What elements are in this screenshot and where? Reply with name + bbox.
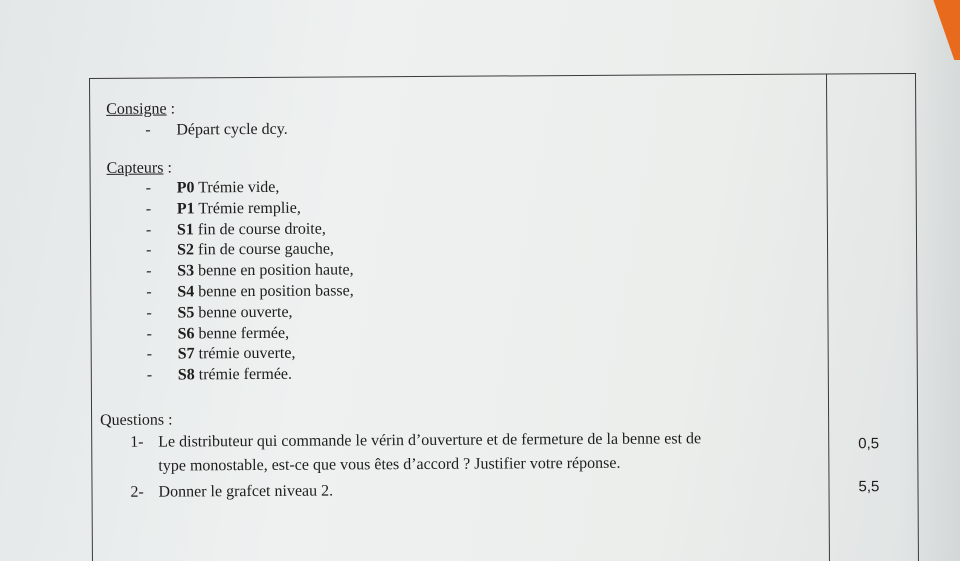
bullet-dash: - [146,242,152,260]
question-1-line-2: type monostable, est-ce que vous êtes d’accord ? Justifier votre réponse. [158,454,621,475]
capteur-text: fin de course droite, [193,220,326,238]
capteurs-title-suffix: : [163,159,172,177]
capteur-text: benne fermée, [194,324,290,342]
consigne-item [145,120,287,142]
capteur-item [146,219,354,241]
capteur-text: Trémie remplie, [194,199,301,218]
capteur-code: S6 [177,324,195,343]
capteur-text: benne ouverte, [194,303,293,322]
capteur-code: S2 [177,241,195,259]
bullet-dash: - [146,325,152,343]
capteur-text: trémie fermée. [194,365,293,384]
capteur-item [146,198,354,220]
bullet-dash: - [145,200,152,218]
question-1-line-1 [130,430,701,451]
question-2 [130,483,333,502]
question-2-score: 5,5 [858,478,880,496]
consigne-title: Consigne [106,100,167,118]
score-column-divider [826,74,830,561]
capteur-code: S1 [176,220,194,239]
exam-sheet-frame [89,73,919,561]
capteur-code: S8 [177,366,195,384]
capteur-item [146,177,354,199]
consigne-item-text: Départ cycle dcy. [176,120,288,139]
capteur-text: trémie ouverte, [194,345,296,363]
capteur-item [146,302,354,324]
bullet-dash: - [146,345,153,364]
bullet-dash: - [146,304,152,322]
question-number: 2- [130,483,144,501]
questions-heading: Questions : [100,411,173,429]
capteur-item [147,344,355,366]
capteur-text: benne en position basse, [194,282,354,301]
bullet-dash: - [145,221,152,239]
bullet-dash: - [145,179,152,197]
capteur-text: benne en position haute, [194,261,354,280]
capteur-code: S7 [177,345,195,363]
capteur-item [147,323,355,345]
question-1-score: 0,5 [858,435,880,453]
capteurs-title: Capteurs [106,159,164,177]
capteur-code: S4 [177,283,195,301]
question-text: Donner le grafcet niveau 2. [158,482,334,501]
capteur-code: P0 [176,179,195,197]
capteur-item [146,281,354,303]
bullet-dash: - [146,283,152,301]
question-number: 1- [130,433,144,451]
capteurs-heading [107,159,172,177]
capteur-item [146,261,354,283]
capteur-text: fin de course gauche, [193,240,334,259]
question-text: Le distributeur qui commande le vérin d’ouverture et de fermeture de la benne est de [158,430,702,451]
consigne-heading [106,100,175,118]
capteurs-list [146,177,355,386]
consigne-list [145,120,287,142]
bullet-dash: - [145,121,151,139]
capteur-code: S3 [177,262,195,280]
bullet-dash: - [146,366,153,384]
bullet-dash: - [146,262,152,280]
consigne-title-suffix: : [166,100,176,118]
capteur-code: S5 [177,304,195,322]
capteur-text: Trémie vide, [194,178,280,197]
capteur-item [147,365,355,387]
capteur-code: P1 [176,200,195,218]
capteur-item [146,240,354,262]
